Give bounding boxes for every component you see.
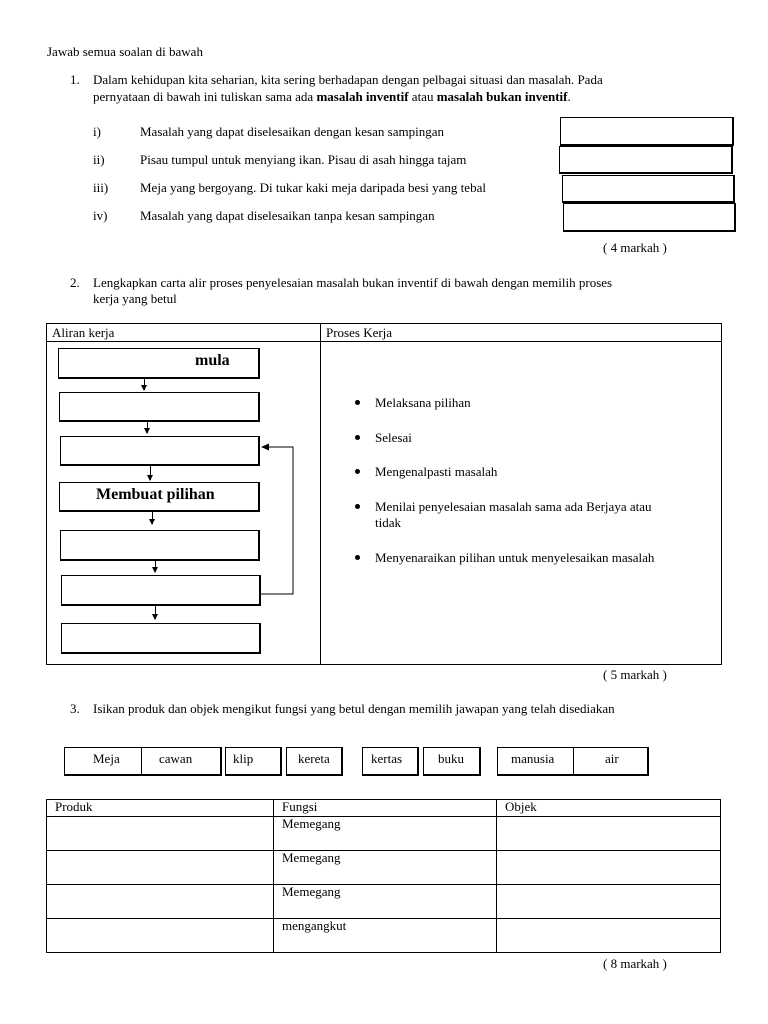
q3-produk-cell[interactable] bbox=[47, 885, 274, 919]
chip-kertas[interactable]: kertas bbox=[371, 751, 403, 766]
table-row bbox=[47, 885, 721, 919]
answer-chip-group bbox=[64, 747, 222, 776]
q1-item-text: Pisau tumpul untuk menyiang ikan. Pisau di asah hingga tajam bbox=[140, 152, 467, 167]
bullet-icon bbox=[355, 555, 360, 560]
q3-objek-cell[interactable] bbox=[497, 817, 721, 851]
q2-line2: kerja yang betul bbox=[93, 291, 177, 306]
q2-col-header-process: Proses Kerja bbox=[326, 325, 393, 340]
q3-objek-cell[interactable] bbox=[497, 885, 721, 919]
q1-item-num: ii) bbox=[93, 152, 105, 167]
q3-number: 3. bbox=[70, 701, 80, 716]
q3-objek-cell[interactable] bbox=[497, 919, 721, 953]
instruction: Jawab semua soalan di bawah bbox=[47, 44, 203, 59]
answer-chip[interactable] bbox=[362, 747, 419, 776]
q3-header-objek: Objek bbox=[497, 800, 721, 817]
answer-chip[interactable] bbox=[423, 747, 481, 776]
option-item: Menyenaraikan pilihan untuk menyelesaikan masalah bbox=[375, 550, 655, 565]
q3-produk-cell[interactable] bbox=[47, 851, 274, 885]
bullet-icon bbox=[355, 469, 360, 474]
q1-item-text: Meja yang bergoyang. Di tukar kaki meja daripada besi yang tebal bbox=[140, 180, 486, 195]
chip-cawan[interactable]: cawan bbox=[159, 751, 193, 766]
q1-line2: pernyataan di bawah ini tuliskan sama ada masalah inventif atau masalah bukan inventif. bbox=[93, 89, 571, 104]
q1-number: 1. bbox=[70, 72, 80, 87]
q2-number: 2. bbox=[70, 275, 80, 290]
q1-marks: ( 4 markah ) bbox=[603, 240, 667, 255]
q3-fungsi-cell: Memegang bbox=[274, 851, 497, 885]
bullet-icon bbox=[355, 435, 360, 440]
q1-item-text: Masalah yang dapat diselesaikan dengan kesan sampingan bbox=[140, 124, 444, 139]
q3-fungsi-cell: Memegang bbox=[274, 885, 497, 919]
q1-item-num: iii) bbox=[93, 180, 109, 195]
q1-item-num: iv) bbox=[93, 208, 108, 223]
q3-objek-cell[interactable] bbox=[497, 851, 721, 885]
q2-col-header-flow: Aliran kerja bbox=[52, 325, 115, 340]
q3-header-produk: Produk bbox=[47, 800, 274, 817]
q3-produk-cell[interactable] bbox=[47, 919, 274, 953]
q3-produk-cell[interactable] bbox=[47, 817, 274, 851]
bullet-icon bbox=[355, 504, 360, 509]
chip-buku[interactable]: buku bbox=[438, 751, 464, 766]
q3-header-fungsi: Fungsi bbox=[274, 800, 497, 817]
table-row bbox=[47, 851, 721, 885]
option-item: Mengenalpasti masalah bbox=[375, 464, 498, 479]
q3-text: Isikan produk dan objek mengikut fungsi yang betul dengan memilih jawapan yang telah disediakan bbox=[93, 701, 615, 716]
q2-line1: Lengkapkan carta alir proses penyelesaian masalah bukan inventif di bawah dengan memilih proses bbox=[93, 275, 613, 290]
answer-chip[interactable] bbox=[286, 747, 343, 776]
option-item: Selesai bbox=[375, 430, 412, 445]
flow-start-label: mula bbox=[195, 352, 230, 369]
q3-table bbox=[46, 799, 721, 953]
table-row bbox=[47, 817, 721, 851]
q3-fungsi-cell: Memegang bbox=[274, 817, 497, 851]
answer-chip[interactable] bbox=[225, 747, 282, 776]
option-item-continued: tidak bbox=[375, 515, 401, 530]
chip-manusia[interactable]: manusia bbox=[511, 751, 555, 766]
q1-line1: Dalam kehidupan kita seharian, kita sering berhadapan dengan pelbagai situasi dan masalah. Pada bbox=[93, 72, 603, 87]
q3-table-header bbox=[47, 800, 721, 817]
flow-choice-label: Membuat pilihan bbox=[96, 486, 215, 503]
answer-chip-group bbox=[497, 747, 649, 776]
option-item: Menilai penyelesaian masalah sama ada Berjaya atau bbox=[375, 499, 652, 514]
chip-air[interactable]: air bbox=[605, 751, 619, 766]
q3-fungsi-cell: mengangkut bbox=[274, 919, 497, 953]
q1-item-num: i) bbox=[93, 124, 101, 139]
q1-item-text: Masalah yang dapat diselesaikan tanpa kesan sampingan bbox=[140, 208, 435, 223]
q3-marks: ( 8 markah ) bbox=[603, 956, 667, 971]
table-row bbox=[47, 919, 721, 953]
bullet-icon bbox=[355, 400, 360, 405]
q2-marks: ( 5 markah ) bbox=[603, 667, 667, 682]
chip-klip[interactable]: klip bbox=[233, 751, 254, 766]
option-item: Melaksana pilihan bbox=[375, 395, 471, 410]
chip-meja[interactable]: Meja bbox=[93, 751, 120, 766]
chip-kereta[interactable]: kereta bbox=[298, 751, 330, 766]
